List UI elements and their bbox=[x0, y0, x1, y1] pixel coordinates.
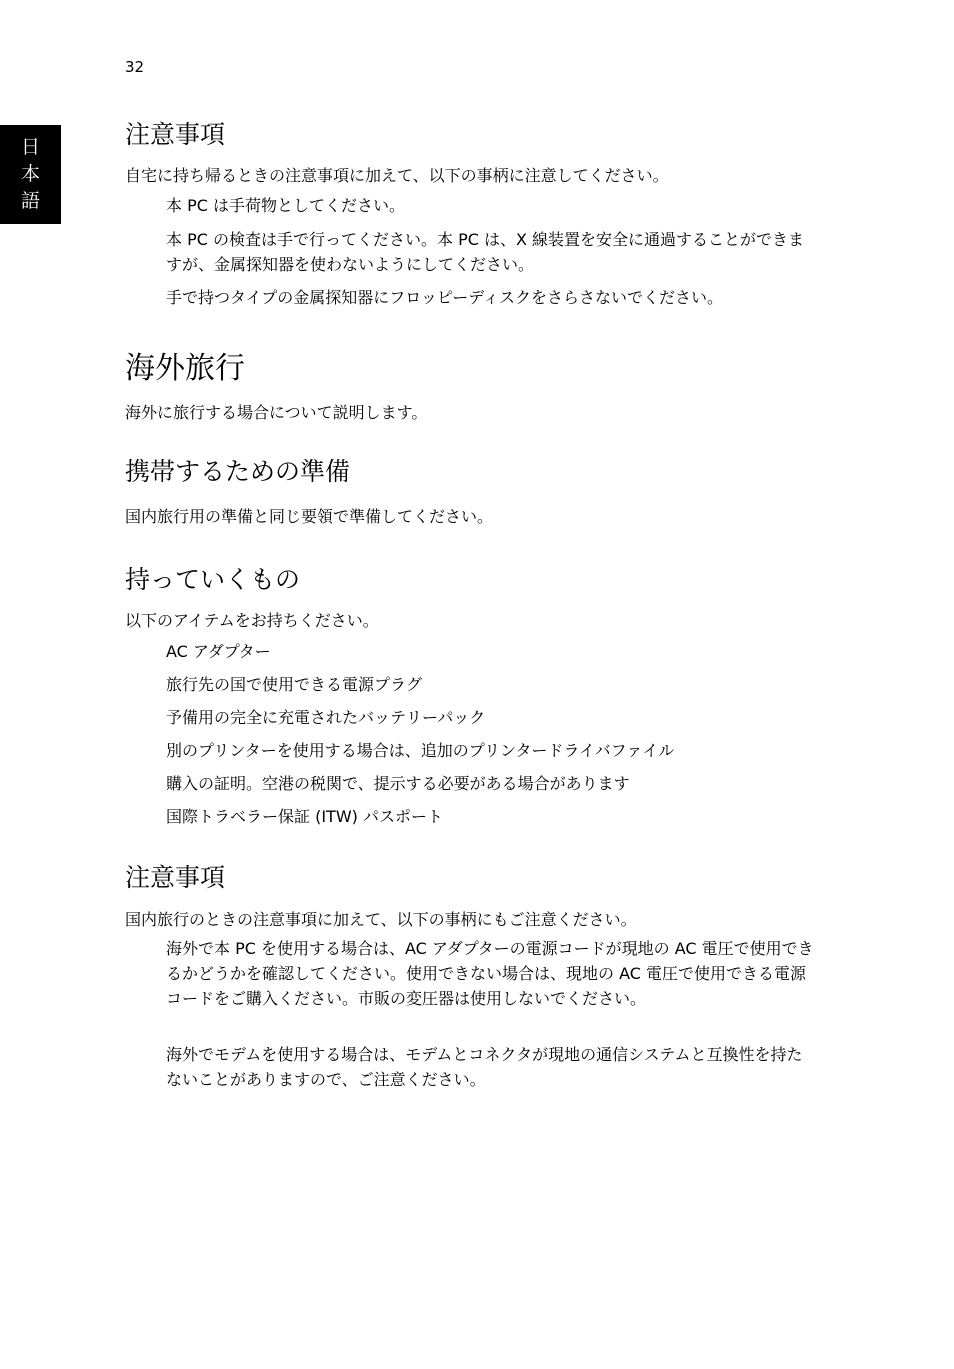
list-item: 予備用の完全に充電されたバッテリーパック bbox=[166, 708, 486, 727]
list-item: AC アダプター bbox=[166, 642, 271, 661]
language-tab-char: 語 bbox=[20, 190, 40, 212]
language-tab bbox=[0, 125, 61, 224]
section-heading-what-to-bring: 持っていくもの bbox=[125, 565, 301, 594]
section-intro: 以下のアイテムをお持ちください。 bbox=[125, 611, 379, 630]
section-intro: 国内旅行用の準備と同じ要領で準備してください。 bbox=[125, 507, 494, 526]
page-number: 32 bbox=[125, 58, 145, 76]
section-intro: 海外に旅行する場合について説明します。 bbox=[125, 403, 428, 422]
section-heading-precautions: 注意事項 bbox=[125, 863, 226, 892]
list-item: 本 PC の検査は手で行ってください。本 PC は、X 線装置を安全に通過することができますが、金属探知器を使わないようにしてください。 bbox=[166, 230, 805, 274]
list-item: 海外でモデムを使用する場合は、モデムとコネクタが現地の通信システムと互換性を持たないことがありますので、ご注意ください。 bbox=[166, 1045, 803, 1089]
list-item: 本 PC は手荷物としてください。 bbox=[166, 196, 405, 215]
language-tab-char: 本 bbox=[20, 163, 40, 185]
list-item: 手で持つタイプの金属探知器にフロッピーディスクをさらさないでください。 bbox=[166, 288, 723, 307]
list-item: 国際トラベラー保証 (ITW) パスポート bbox=[166, 807, 443, 826]
section-heading-overseas-travel: 海外旅行 bbox=[125, 351, 245, 386]
section-heading-precautions: 注意事項 bbox=[125, 120, 226, 149]
list-item: 購入の証明。空港の税関で、提示する必要がある場合があります bbox=[166, 774, 630, 793]
section-intro: 国内旅行のときの注意事項に加えて、以下の事柄にもご注意ください。 bbox=[125, 910, 637, 929]
list-item: 旅行先の国で使用できる電源プラグ bbox=[166, 675, 423, 694]
list-item: 海外で本 PC を使用する場合は、AC アダプターの電源コードが現地の AC 電圧で使用できるかどうかを確認してください。使用できない場合は、現地の AC 電圧で使用できる電源コードをご購入ください。市販の変圧器は使用しないでください。 bbox=[166, 939, 814, 1008]
language-tab-char: 日 bbox=[20, 136, 40, 158]
section-heading-preparation: 携帯するための準備 bbox=[125, 457, 351, 486]
list-item: 別のプリンターを使用する場合は、追加のプリンタードライバファイル bbox=[166, 741, 675, 760]
section-intro: 自宅に持ち帰るときの注意事項に加えて、以下の事柄に注意してください。 bbox=[125, 166, 669, 185]
